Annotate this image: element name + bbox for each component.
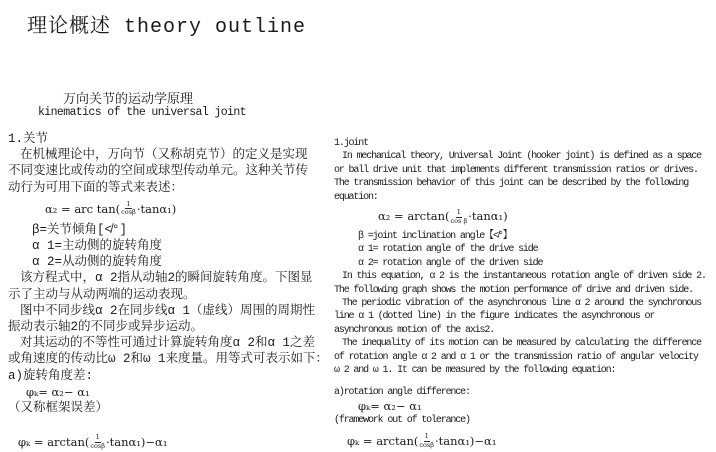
text-line: asynchronous motion of the axis2.	[334, 324, 495, 336]
text-line: equation:	[334, 191, 378, 203]
text-line: β =joint inclination angle【≮°】	[358, 231, 512, 243]
text-line: line α 1 (dotted line) in the figure indicates the asynchronous or	[334, 311, 655, 323]
fraction-numerator: 1	[95, 432, 100, 441]
text-line: 或角速度的传动比ω 2和ω 1来度量。用等式可表示如下：	[8, 352, 329, 367]
text-line: The inequality of its motion can be measured by calculating the difference	[342, 338, 701, 350]
page-title: 理论概述 theory outline	[27, 16, 307, 39]
text-line: α 2= rotation angle of the driven side	[358, 257, 543, 269]
text-line: 不同变速比或传动的空间或球型传动单元。这种关节传	[8, 164, 309, 179]
formula-phik-difference-en: φₖ= α₂− α₁	[358, 398, 422, 413]
text-line: β=关节倾角[≮°]	[32, 222, 128, 237]
formula-post: ·tanα₁)−α₁	[106, 435, 168, 449]
formula-alpha2-zh	[8, 199, 338, 219]
fraction	[451, 209, 468, 226]
text-line: 动行为可用下面的等式来表述：	[8, 180, 184, 195]
fraction	[419, 433, 434, 450]
text-line: The periodic vibration of the asynchronous line α 2 around the synchronous	[342, 298, 701, 310]
formula-post: ·tanα₁)	[468, 209, 508, 224]
text-line: 1.joint	[334, 138, 368, 149]
fraction	[90, 434, 105, 451]
text-line: α 2=从动侧的旋转角度	[32, 255, 163, 270]
formula-pre: φₖ = arctan(	[18, 435, 90, 449]
formula-phik-full-en	[347, 431, 496, 451]
right-column	[334, 137, 716, 427]
text-line: 振动表示轴2的不同步或异步运动。	[8, 320, 204, 335]
fraction	[121, 201, 136, 218]
text-line: ω 2 and ω 1. It can be measured by the following equation:	[334, 365, 616, 377]
text-line: or ball drive unit that implements different transmission ratios or drives.	[334, 164, 698, 176]
text-line: α 1=主动侧的旋转角度	[32, 239, 163, 254]
formula-alpha2-en	[334, 207, 716, 227]
fraction-numerator: 1	[424, 431, 429, 440]
formula-phik-difference-zh: φₖ= α₂− α₁	[26, 384, 90, 399]
text-line: 图中不同步线α 2在同步线α 1（虚线）周围的周期性	[20, 303, 316, 318]
fraction-denominator: cosβ	[419, 440, 435, 449]
section-heading-zh: 万向关节的运动学原理	[63, 92, 194, 107]
text-line: 在机械理论中，万向节（又称胡克节）的定义是实现	[20, 148, 308, 163]
formula-pre: α₂ = arc tan(	[45, 201, 121, 216]
text-line: (framework out of tolerance)	[334, 414, 470, 426]
text-line: 示了主动与从动两端的运动表现。	[8, 287, 196, 302]
formula-pre: φₖ = arctan(	[347, 434, 419, 448]
formula-phik-full-zh	[18, 432, 167, 452]
fraction-numerator: 1	[456, 207, 461, 216]
fraction-denominator: cos β	[450, 216, 468, 225]
text-line: a)旋转角度差:	[8, 368, 94, 383]
formula-post: ·tanα₁)	[136, 201, 177, 216]
fraction-denominator: cosβ	[90, 441, 106, 450]
text-line: （又称框架误差）	[8, 401, 109, 416]
text-line: 1.关节	[8, 132, 49, 146]
text-line: a)rotation angle difference:	[334, 386, 470, 398]
section-heading-en: kinematics of the universal joint	[38, 106, 246, 119]
fraction-denominator: cosβ	[121, 208, 136, 217]
text-line: The following graph shows the motion performance of drive and driven side.	[334, 284, 693, 296]
formula-pre: α₂ = arctan(	[378, 209, 450, 224]
fraction-numerator: 1	[126, 199, 131, 208]
formula-post: ·tanα₁)−α₁	[435, 434, 497, 448]
text-line: The transmission behavior of this joint can be described by the following	[334, 178, 689, 190]
text-line: In this equation, α 2 is the instantaneous rotation angle of driven side 2.	[342, 271, 706, 283]
left-column	[8, 131, 338, 416]
text-line: In mechanical theory, Universal Joint (hooker joint) is defined as a space	[342, 151, 701, 163]
text-line: 该方程式中，α 2指从动轴2的瞬间旋转角度。下图显	[20, 271, 313, 286]
text-line: α 1= rotation angle of the drive side	[358, 244, 538, 256]
text-line: 对其运动的不等性可通过计算旋转角度α 2和α 1之差	[20, 336, 316, 351]
text-line: of rotation angle α 2 and α 1 or the transmission ratio of angular velocity	[334, 351, 698, 363]
